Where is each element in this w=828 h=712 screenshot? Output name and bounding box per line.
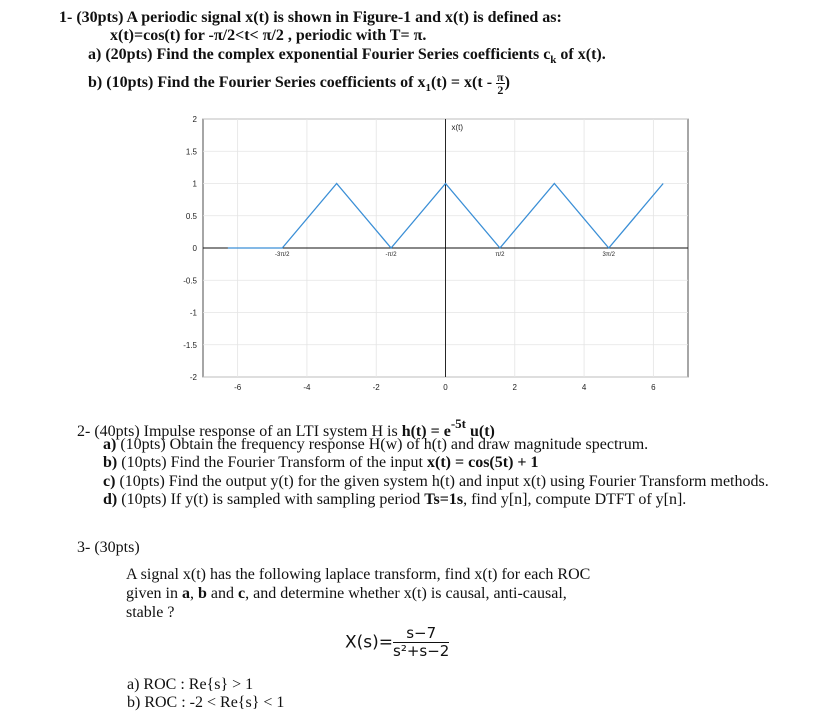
q3-line2-d: , and determine whether x(t) is causal, anti-causal, <box>245 585 567 602</box>
q1-a-prefix: a) <box>88 46 102 63</box>
q3-line1: A signal x(t) has the following laplace transform, find x(t) for each ROC <box>126 566 591 583</box>
q2-d-bold: Ts=1s <box>424 491 464 508</box>
zero-annotation: 3π/2 <box>602 252 615 258</box>
q3-header: 3- (30pts) <box>77 539 140 556</box>
x-tick-label: 6 <box>651 383 656 392</box>
q2-part-a <box>103 435 648 454</box>
y-tick-label: 0 <box>192 244 197 253</box>
q1-b-frac-den: 2 <box>497 83 504 97</box>
q2-a-text: (10pts) Obtain the frequency response H(w) of h(t) and draw magnitude spectrum. <box>120 436 649 453</box>
xs-label: X(s)= <box>345 632 394 653</box>
q2-d-text2: , find y[n], compute DTFT of y[n]. <box>463 491 687 508</box>
q1-b-prefix: b) <box>88 74 103 92</box>
q2-b-prefix: b) <box>103 454 118 471</box>
q2-d-prefix: d) <box>103 491 118 508</box>
xs-denominator: s²+s−2 <box>393 642 450 660</box>
q1-a-text: (20pts) Find the complex exponential Fourier Series coefficients <box>105 46 544 63</box>
x-tick-label: 4 <box>581 383 587 392</box>
q2-a-prefix: a) <box>103 436 117 453</box>
roc-a: a) ROC : Re{s} > 1 <box>127 676 254 693</box>
laplace-transform <box>345 625 449 660</box>
q1-b-x1-sub: 1 <box>425 82 431 95</box>
x-tick-label: 2 <box>512 383 518 392</box>
y-tick-label: -1.5 <box>183 340 197 350</box>
x-tick-label: -4 <box>303 383 311 392</box>
zero-annotation: -3π/2 <box>275 252 290 258</box>
q1-a-coef-sub: k <box>550 54 557 66</box>
q2-part-d <box>103 490 686 509</box>
q2-header-text: 2- (40pts) Impulse response of an LTI system H is <box>77 423 402 440</box>
y-tick-label: -0.5 <box>183 276 197 286</box>
legend-label: x(t) <box>451 123 464 132</box>
y-tick-label: 0.5 <box>185 211 197 221</box>
q2-h-bold: h(t) = e <box>401 423 451 440</box>
q3-line3: stable ? <box>126 604 175 621</box>
q1-a-coef: c <box>543 46 551 63</box>
q1-b-text: (10pts) Find the Fourier Series coefficients of <box>106 74 418 92</box>
q3-line2-a: given in <box>126 585 182 602</box>
q2-c-text: (10pts) Find the output y(t) for the given system h(t) and input x(t) using Fourier Transform methods. <box>119 473 769 490</box>
zero-annotation: π/2 <box>495 252 505 258</box>
y-tick-label: 1 <box>192 179 197 189</box>
q2-b-text: (10pts) Find the Fourier Transform of the input <box>121 454 427 471</box>
x-tick-label: -6 <box>234 383 242 392</box>
q3-line2-bold-c: c <box>238 585 246 602</box>
q3-line2-bold-a: a <box>182 585 190 602</box>
q3-line2-b: , <box>190 585 198 602</box>
q2-h-sup: -5t <box>450 416 466 431</box>
x-tick-label: 0 <box>443 383 448 392</box>
q3-line2-bold-b: b <box>198 585 207 602</box>
y-tick-label: 2 <box>192 115 197 124</box>
xs-numerator: s−7 <box>393 625 449 643</box>
y-tick-label: 1.5 <box>185 147 197 157</box>
q1-b-mid: (t) = x(t - <box>430 74 497 92</box>
x-tick-label: -2 <box>372 383 380 392</box>
q1-b-end: ) <box>504 74 510 92</box>
y-tick-label: -1 <box>189 308 197 318</box>
q2-d-text1: (10pts) If y(t) is sampled with sampling period <box>121 491 425 508</box>
q2-part-c <box>103 472 769 491</box>
q1-b-frac-num: π <box>497 70 504 84</box>
q1-definition: x(t)=cos(t) for -π/2<t< π/2 , periodic with T= π. <box>110 27 427 44</box>
q1-b-x1: x <box>417 74 426 92</box>
q1-header: 1- (30pts) A periodic signal x(t) is shown in Figure-1 and x(t) is defined as: <box>59 9 562 26</box>
zero-annotation: -π/2 <box>385 252 397 258</box>
q2-c-prefix: c) <box>103 473 116 490</box>
q2-part-b <box>103 453 539 472</box>
q3-line2-c: and <box>206 585 239 602</box>
roc-b: b) ROC : -2 < Re{s} < 1 <box>127 694 285 711</box>
q3-line2 <box>126 584 567 603</box>
q2-h-end: u(t) <box>465 423 495 440</box>
y-tick-label: -2 <box>189 373 197 382</box>
xs-fraction <box>393 625 449 660</box>
q1-a-suffix: of x(t). <box>556 46 606 63</box>
q2-b-bold: x(t) = cos(5t) + 1 <box>427 454 539 471</box>
